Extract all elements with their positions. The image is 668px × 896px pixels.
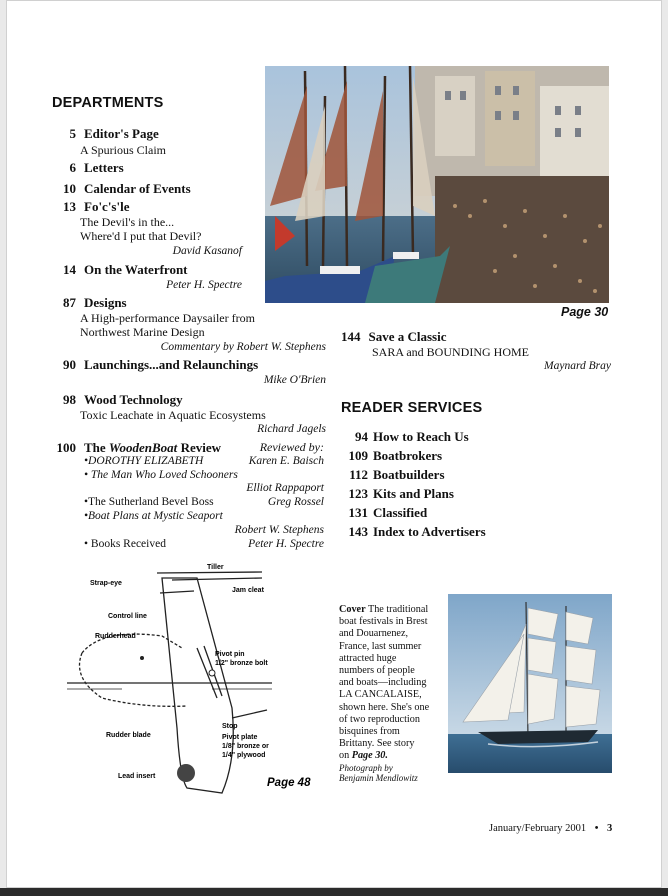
label-pivot-pin-detail: 1/2" bronze bolt [215,660,268,667]
review-entry [50,469,326,483]
list-item[interactable] [341,466,611,485]
item-author: Commentary by Robert W. Stephens [160,340,326,353]
label-control-line: Control line [108,613,147,620]
item-title: Index to Advertisers [373,524,486,539]
item-title: On the Waterfront [84,262,188,277]
item-title: Save a Classic [368,329,447,344]
item-subtitle: SARA and BOUNDING HOME [372,344,530,359]
cover-line: LA CANCALAISE, [339,689,422,701]
item-title: How to Reach Us [373,429,469,444]
item-page-number: 87 [63,295,76,310]
list-item[interactable] [341,447,611,466]
review-subject: •DOROTHY ELIZABETH [84,454,204,467]
item-page-number: 98 [63,392,76,407]
cover-page-reference: Page 30. [351,750,388,762]
review-subject: •Boat Plans at Mystic Seaport [84,509,223,522]
review-entry [50,538,326,552]
item-title: Launchings...and Relaunchings [84,357,259,372]
item-subtitle: A High-performance Daysailer from [80,310,255,325]
item-page-number: 10 [63,181,76,196]
item-author: Richard Jagels [257,423,326,435]
footer-bullet: • [594,823,599,834]
item-page-number: 14 [63,262,76,277]
item-title: Boatbrokers [373,448,443,463]
label-pivot-plate-detail: 1/8" bronze or [222,743,269,750]
review-entry [50,510,326,524]
rudder-diagram [62,558,330,798]
item-title: Editor's Page [84,126,159,141]
harbor-festival-photo [265,66,609,303]
review-subject: •The Sutherland Bevel Boss [84,496,214,509]
reader-services-heading: READER SERVICES [341,400,483,416]
cover-line: and Douarnenez, [339,628,409,640]
item-title: Classified [373,505,428,520]
label-jam-cleat: Jam cleat [232,587,264,594]
item-page-number: 143 [348,524,368,539]
item-title: Letters [84,160,124,175]
item-subtitle-2: Northwest Marine Design [80,325,205,339]
label-strap-eye: Strap-eye [90,580,122,587]
item-title: Designs [84,295,127,310]
item-title: Kits and Plans [373,486,454,501]
item-subtitle: Toxic Leachate in Aquatic Ecosystems [80,407,266,422]
item-page-number: 123 [348,486,368,501]
review-reviewer: Karen E. Baisch [248,454,324,467]
item-page-number: 109 [348,448,368,463]
review-entry [50,455,326,469]
item-author: Peter H. Spectre [166,278,242,291]
cover-line: numbers of people [339,665,415,677]
list-item[interactable] [50,393,326,437]
review-entry [50,496,326,510]
item-author: Maynard Bray [544,360,611,372]
list-item[interactable] [341,504,611,523]
item-title: Fo'c's'le [84,199,130,214]
photo-credit-name: Benjamin Mendlowitz [339,772,418,783]
photo-credit-label: Photograph by [339,762,393,773]
review-lines [50,455,326,552]
label-stop: Stop [222,723,238,730]
harbor-festival-image [265,66,609,303]
cover-line: shown here. She's one [339,701,430,713]
cover-line: France, last summer [339,640,422,652]
list-item[interactable] [50,358,326,387]
cover-line: bisquines from [339,726,400,738]
diagram-page-reference: Page 48 [267,777,311,789]
item-title: Wood Technology [84,392,183,407]
label-rudderhead: Rudderhead [95,633,136,640]
reader-services-list [341,428,611,542]
item-page-number: 131 [348,505,368,520]
list-item[interactable] [341,330,611,374]
schooner-photo [448,594,612,773]
cover-caption [339,604,449,783]
review-reviewer: Greg Rossel [267,496,324,509]
rudder-diagram-drawing [62,558,330,798]
review-item[interactable] [50,441,326,551]
review-subject: • Books Received [84,537,166,550]
item-page-number: 6 [69,160,76,175]
cover-line: boat festivals in Brest [339,616,428,628]
cover-on: on [339,750,352,762]
departments-heading: DEPARTMENTS [52,95,164,111]
item-title: Calendar of Events [84,181,191,196]
item-author: Mike O'Brien [263,373,326,386]
item-page-number: 94 [355,429,368,444]
reviewed-by-label: Reviewed by: [259,440,324,454]
label-pivot-plate: Pivot plate [222,734,258,741]
review-reviewer: Peter H. Spectre [248,537,324,550]
label-pivot-pin: Pivot pin [215,651,245,658]
page-number: 3 [607,823,613,834]
item-author: David Kasanof [172,244,242,257]
item-page-number: 90 [63,357,76,372]
item-page-number: 112 [349,467,368,482]
review-entry [50,482,326,496]
label-pivot-plate-detail-2: 1/4" plywood [222,752,266,759]
item-page-number: 144 [341,329,361,344]
list-item[interactable] [341,485,611,504]
cover-line: and boats—including [339,677,427,689]
item-subtitle: The Devil's in the... [80,214,175,229]
cover-label: Cover [339,604,366,615]
review-title: The WoodenBoat Review [84,440,221,455]
review-entry [50,524,326,538]
list-item[interactable] [50,296,326,354]
label-lead-insert: Lead insert [118,773,156,780]
item-subtitle-2: Where'd I put that Devil? [80,229,202,243]
item-page-number: 100 [56,440,76,455]
list-item[interactable] [341,428,611,447]
schooner-image [448,594,612,773]
page-footer [489,823,612,834]
cover-line: Brittany. See story [339,738,415,750]
cover-line: The traditional [367,604,429,615]
label-tiller: Tiller [207,564,224,571]
issue-date: January/February 2001 [489,823,587,834]
item-subtitle: A Spurious Claim [80,143,167,157]
cover-line: attracted huge [339,652,397,664]
item-page-number: 13 [63,199,76,214]
cover-line: of two reproduction [339,713,420,725]
review-subject: • The Man Who Loved Schooners [84,468,238,481]
list-item[interactable] [341,523,611,542]
label-rudder-blade: Rudder blade [106,732,151,739]
review-reviewer: Elliot Rappaport [246,482,324,495]
photo-page-reference: Page 30 [561,305,609,319]
window-bottom-bar [0,888,668,896]
item-page-number: 5 [69,126,76,141]
review-reviewer: Robert W. Stephens [234,523,324,536]
item-title: Boatbuilders [373,467,445,482]
